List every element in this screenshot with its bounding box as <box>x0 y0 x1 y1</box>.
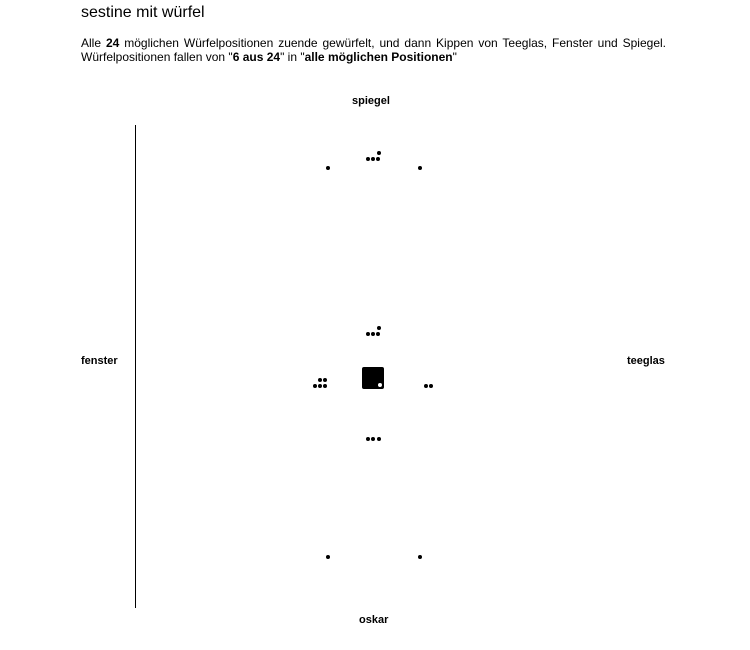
label-oskar: oskar <box>359 614 389 626</box>
intro-text: " in " <box>280 50 305 64</box>
pip <box>377 326 381 330</box>
pip <box>323 378 327 382</box>
pip <box>376 157 380 161</box>
label-spiegel: spiegel <box>352 95 390 107</box>
intro-to: alle möglichen Positionen <box>304 50 453 64</box>
pip <box>371 332 375 336</box>
intro-text: möglichen Würfelpositionen zuende gewürfelt, und dann Kippen von Teeglas, Fenster und Spiegel. Würfelpositionen fallen von " <box>81 36 666 64</box>
pip <box>429 384 433 388</box>
pip <box>313 384 317 388</box>
pip <box>318 378 322 382</box>
pip <box>366 157 370 161</box>
pip <box>326 166 330 170</box>
pip <box>418 555 422 559</box>
intro-count: 24 <box>105 36 120 50</box>
intro-from: 6 aus 24 <box>232 50 281 64</box>
intro-text: " <box>452 50 457 64</box>
pip <box>377 151 381 155</box>
pip <box>371 437 375 441</box>
label-teeglas: teeglas <box>627 355 665 367</box>
pip <box>366 437 370 441</box>
pip <box>366 332 370 336</box>
intro-text: Alle <box>81 36 106 50</box>
pip <box>326 555 330 559</box>
pip <box>323 384 327 388</box>
pip <box>418 166 422 170</box>
pip <box>376 332 380 336</box>
vertical-divider <box>135 125 136 608</box>
pip <box>424 384 428 388</box>
pip <box>318 384 322 388</box>
die-pip <box>378 383 382 387</box>
die-icon <box>362 367 384 389</box>
pip <box>377 437 381 441</box>
page-title: sestine mit würfel <box>81 4 205 21</box>
pip <box>371 157 375 161</box>
label-fenster: fenster <box>81 355 118 367</box>
